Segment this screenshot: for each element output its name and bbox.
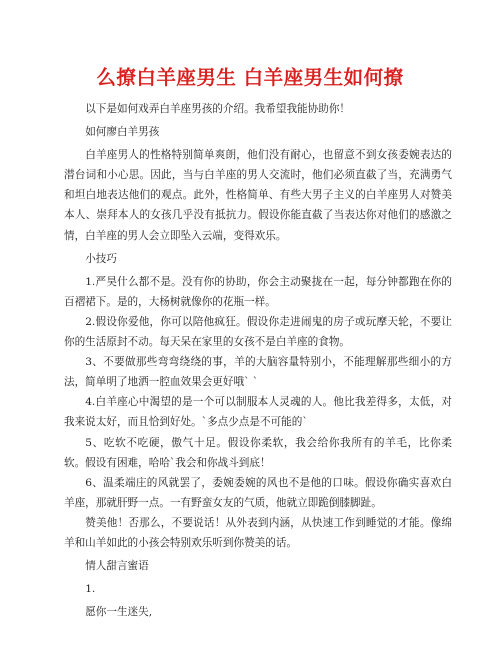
body-paragraph: 赞美他！否那么，不要说话！从外表到内涵，从快速工作到睡觉的才能。像绵羊和山羊如此的小孩会特别欢乐听到你赞美的话。 xyxy=(64,516,452,549)
tip-paragraph: 4.白羊座心中渴望的是一个可以制服本人灵魂的人。他比我差得多，太低，对我来说太好，而且恰到好处。`多点少点是不可能的` xyxy=(64,396,452,429)
document-body xyxy=(64,99,452,622)
tip-paragraph: 6、温柔端庄的风就罢了，委婉委婉的风也不是他的口味。假设你确实喜欢白羊座，那就肝野一点。一有野蛮女友的气质，他就立即跪倒膝脚趾。 xyxy=(64,476,452,509)
tip-paragraph: 2.假设你爱他，你可以陪他疯狂。假设你走进闹鬼的房子或玩摩天轮，不要让你的生活原封不动。每天呆在家里的女孩不是白羊座的食物。 xyxy=(64,315,452,349)
tip-paragraph: 3、不要做那些弯弯绕绕的事，羊的大脑容量特别小，不能理解那些细小的方法，简单明了地洒一腔血效果会更好哦` ` xyxy=(64,356,452,389)
tip-paragraph: 1.严昊什么都不是。没有你的协助，你会主动聚拢在一起，每分钟都跑在你的百褶裙下。是的，大杨树就像你的花瓶一样。 xyxy=(64,275,452,308)
list-number: 1. xyxy=(85,583,96,596)
body-paragraph: 愿你一生迷失, xyxy=(85,606,153,619)
section-heading: 小技巧 xyxy=(85,252,117,265)
document-title: 么撩白羊座男生 白羊座男生如何撩 xyxy=(96,66,404,89)
tip-paragraph: 5、吃软不吃硬，傲气十足。假设你柔软，我会给你我所有的羊毛，比你柔软。假设有困难，哈哈`我会和你战斗到底！ xyxy=(64,436,452,469)
section-heading: 情人甜言蜜语 xyxy=(85,560,149,573)
intro-paragraph: 以下是如何戏弄白羊座男孩的介绍。我希望我能协助你！ xyxy=(85,103,351,115)
body-paragraph: 白羊座男人的性格特别简单爽朗，他们没有耐心，也留意不到女孩委婉表达的潜台词和小心思。因此，当与白羊座的男人交流时，他们必须直截了当，充满勇气和坦白地表达他们的观点。此外，性格简单、有些大男子主义的白羊座男人对赞美本人、崇拜本人的女孩几乎没有抵抗力。假设你能直截了当表达你对他们的感激之情，白羊座的男人会立即坠入云端，变得欢乐。 xyxy=(64,149,452,242)
section-heading: 如何廖白羊男孩 xyxy=(85,126,160,139)
